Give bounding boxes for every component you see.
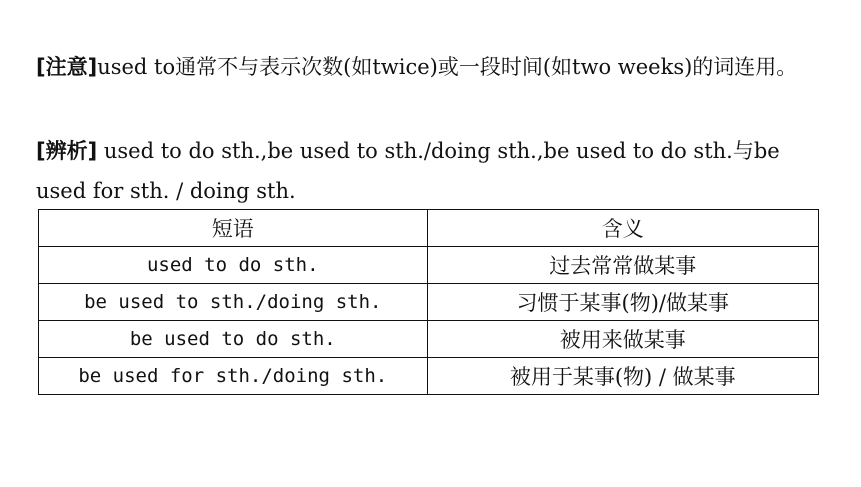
- note-tag: [注意]: [36, 55, 98, 79]
- header-meaning: 含义: [427, 210, 818, 247]
- meaning-cell: 过去常常做某事: [427, 247, 818, 284]
- meaning-cell: 被用来做某事: [427, 321, 818, 358]
- phrase-cell: be used for sth./doing sth.: [39, 358, 428, 395]
- phrase-cell: be used to sth./doing sth.: [39, 284, 428, 321]
- table-row: [39, 358, 819, 395]
- analysis-paragraph: [36, 131, 826, 211]
- phrase-cell: be used to do sth.: [39, 321, 428, 358]
- note-paragraph: [36, 47, 826, 87]
- phrase-meaning-table: [38, 209, 819, 395]
- header-phrase: 短语: [39, 210, 428, 247]
- table-header-row: [39, 210, 819, 247]
- table-row: [39, 321, 819, 358]
- analysis-text: used to do sth.,be used to sth./doing sth.,be used to do sth.与be used for sth. / doing sth.: [36, 139, 780, 203]
- table-row: [39, 247, 819, 284]
- meaning-cell: 被用于某事(物) / 做某事: [427, 358, 818, 395]
- meaning-cell: 习惯于某事(物)/做某事: [427, 284, 818, 321]
- analysis-tag: [辨析]: [36, 139, 98, 163]
- phrase-cell: used to do sth.: [39, 247, 428, 284]
- note-text: used to通常不与表示次数(如twice)或一段时间(如two weeks)的词连用。: [97, 55, 798, 79]
- table-row: [39, 284, 819, 321]
